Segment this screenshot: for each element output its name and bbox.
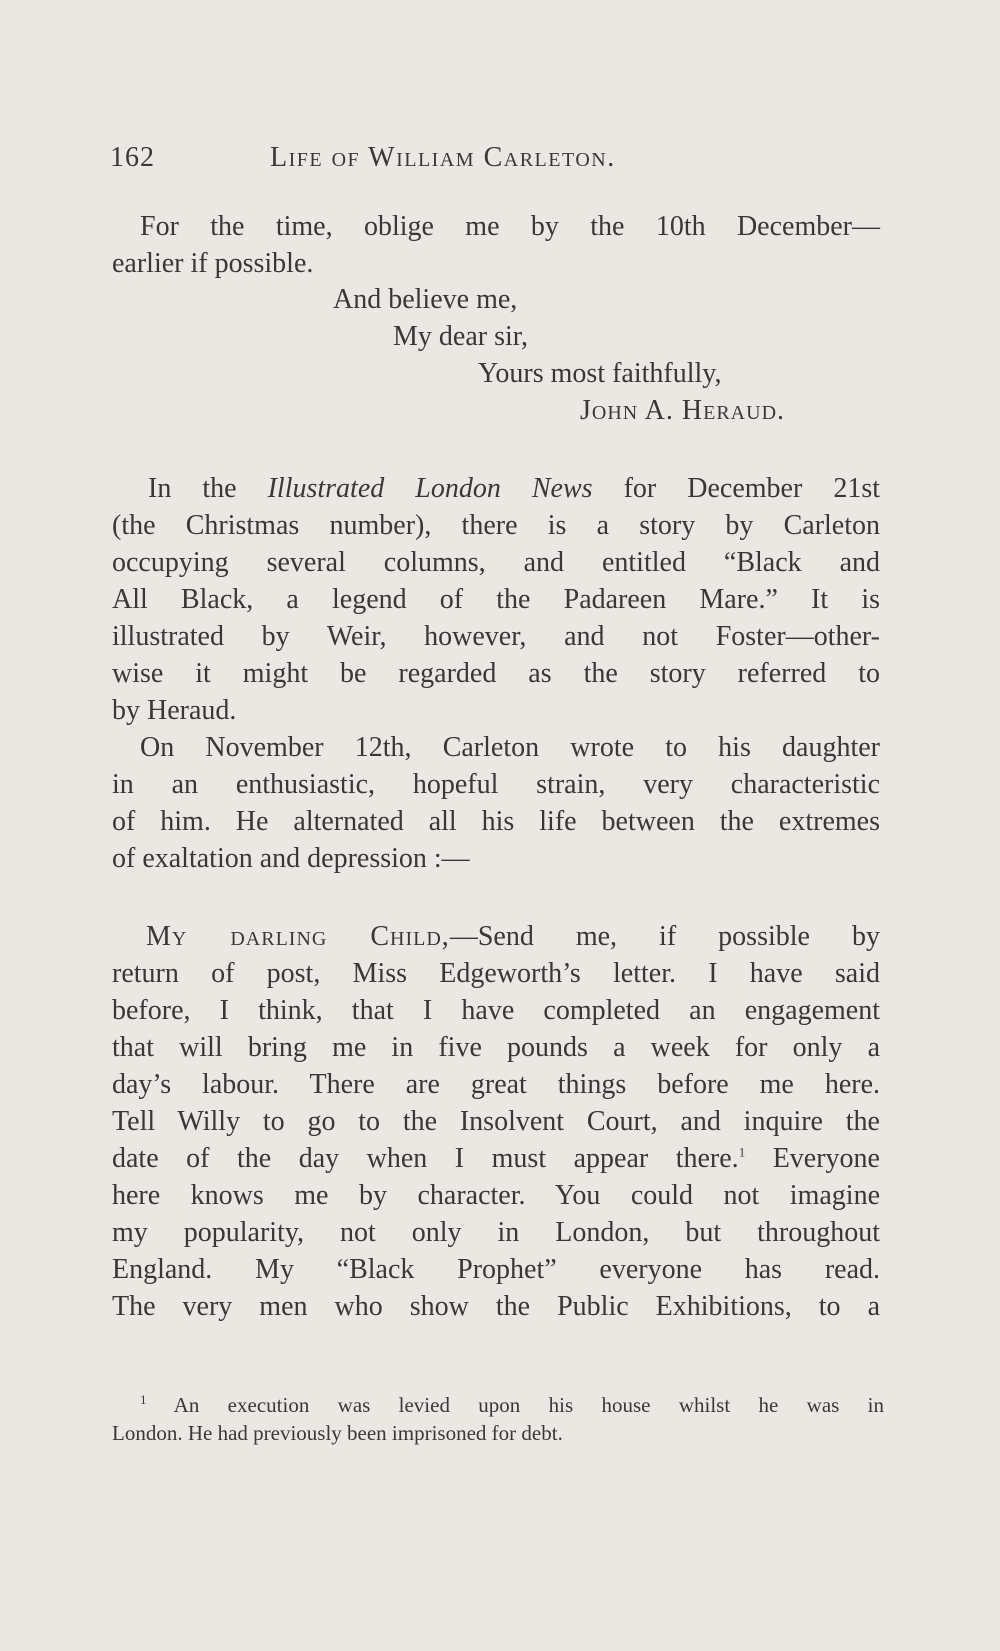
letter2-line7 [112, 1140, 880, 1177]
footnote-line1 [112, 1392, 884, 1419]
footnote-line2: London. He had previously been imprisoned for debt. [112, 1421, 563, 1445]
letter2-line11: The very men who show the Public Exhibitions, to a [112, 1291, 880, 1322]
letter2-line5: day’s labour. There are great things before me here. [112, 1069, 880, 1100]
running-title: Life of William Carleton. [270, 142, 616, 173]
para1-line2: (the Christmas number), there is a story by Carleton [112, 510, 880, 541]
publication-title: Illustrated London News [267, 473, 593, 504]
letter2-salutation: My darling Child, [146, 921, 450, 952]
para2-line2: in an enthusiastic, hopeful strain, very characteristic [112, 769, 880, 800]
page-header [110, 142, 880, 182]
para1-line1 [112, 470, 880, 507]
letter2-line3: before, I think, that I have completed an engagement [112, 995, 880, 1026]
letter1-closing2: My dear sir, [393, 321, 528, 352]
para1-line7: by Heraud. [112, 695, 237, 726]
letter1-line2: earlier if possible. [112, 248, 314, 279]
letter2-line7-end: Everyone [745, 1143, 880, 1174]
para1-line1-end: for December 21st [592, 473, 881, 504]
para2-line1: On November 12th, Carleton wrote to his daughter [140, 732, 880, 763]
para1-line3: occupying several columns, and entitled “Black and [112, 547, 880, 578]
para1-line6: wise it might be regarded as the story referred to [112, 658, 880, 689]
letter1-closing3: Yours most faithfully, [478, 358, 722, 389]
letter2-line2: return of post, Miss Edgeworth’s letter. I have said [112, 958, 880, 989]
footnote-reference: 1 [738, 1144, 746, 1160]
letter1-line1: For the time, oblige me by the 10th December— [140, 211, 880, 242]
footnote-text-1: An execution was levied upon his house whilst he was in [146, 1393, 884, 1417]
letter2-line1 [112, 918, 880, 955]
letter2-line6: Tell Willy to go to the Insolvent Court, and inquire the [112, 1106, 880, 1137]
letter1-closing1: And believe me, [333, 284, 518, 315]
para2-line3: of him. He alternated all his life between the extremes [112, 806, 880, 837]
letter2-line8: here knows me by character. You could not imagine [112, 1180, 880, 1211]
para1-line1-start: In the [148, 473, 268, 504]
letter1-signature: John A. Heraud. [580, 395, 786, 426]
para1-line5: illustrated by Weir, however, and not Foster—other- [112, 621, 880, 652]
page-number: 162 [110, 142, 155, 173]
letter2-line10: England. My “Black Prophet” everyone has read. [112, 1254, 880, 1285]
letter2-line9: my popularity, not only in London, but throughout [112, 1217, 880, 1248]
letter2-line7-start: date of the day when I must appear there. [112, 1143, 739, 1174]
para1-line4: All Black, a legend of the Padareen Mare.” It is [112, 584, 880, 615]
letter2-line1-rest: —Send me, if possible by [449, 921, 880, 952]
para2-line4: of exaltation and depression :— [112, 843, 470, 874]
letter2-line4: that will bring me in five pounds a week for only a [112, 1032, 880, 1063]
footnote-marker: 1 [140, 1392, 147, 1407]
